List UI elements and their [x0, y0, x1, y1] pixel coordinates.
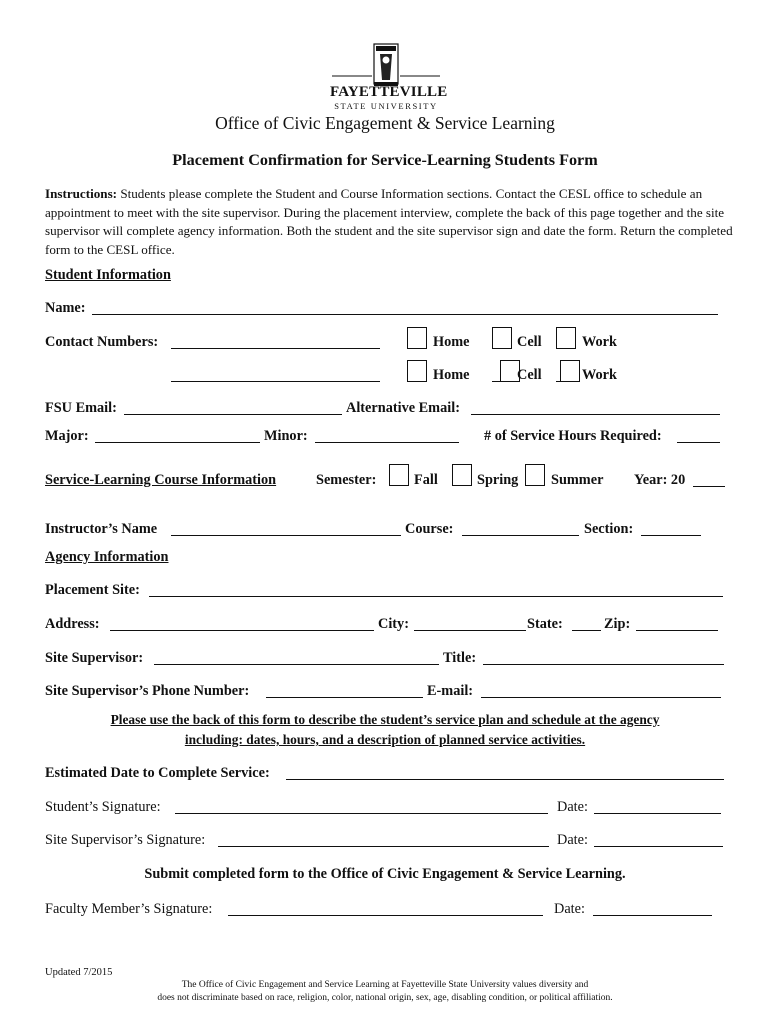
- instructions-line-3: supervisor will complete agency information. Both the student and the site supervisor sign and date the form. Return the completed: [45, 223, 733, 238]
- notice-line-2: including: dates, hours, and a description of planned service activities.: [184, 732, 586, 747]
- state-label: State:: [527, 616, 563, 632]
- faculty-date-label: Date:: [554, 901, 585, 917]
- home-label-1: Home: [433, 334, 470, 350]
- notice-line-1: Please use the back of this form to describe the student’s service plan and schedule at the agency: [110, 712, 660, 727]
- estimated-date-field[interactable]: [286, 779, 724, 780]
- alt-email-field[interactable]: [471, 414, 720, 415]
- contact-number-2-field[interactable]: [171, 381, 380, 382]
- supervisor-email-field[interactable]: [481, 697, 721, 698]
- name-label: Name:: [45, 300, 86, 316]
- name-field[interactable]: [92, 314, 718, 315]
- instructions-line-1: Students please complete the Student and Course Information sections. Contact the CESL office to schedule an: [120, 186, 703, 201]
- supervisor-email-label: E-mail:: [427, 683, 474, 699]
- state-field[interactable]: [572, 630, 601, 631]
- spring-label: Spring: [477, 472, 519, 488]
- alt-email-label: Alternative Email:: [346, 400, 460, 416]
- home-checkbox-2[interactable]: [407, 360, 427, 382]
- semester-label: Semester:: [316, 472, 377, 488]
- year-label: Year: 20: [634, 472, 686, 488]
- placement-site-field[interactable]: [149, 596, 723, 597]
- home-label-2: Home: [433, 367, 470, 383]
- zip-field[interactable]: [636, 630, 718, 631]
- student-signature-field[interactable]: [175, 813, 548, 814]
- work-checkbox-2[interactable]: [560, 360, 580, 382]
- supervisor-phone-label: Site Supervisor’s Phone Number:: [45, 683, 250, 699]
- university-sub: STATE UNIVERSITY: [334, 101, 438, 111]
- office-title: Office of Civic Engagement & Service Learning: [215, 113, 555, 133]
- student-date-label: Date:: [557, 799, 588, 815]
- work-label-2: Work: [582, 367, 617, 383]
- minor-field[interactable]: [315, 442, 459, 443]
- university-seal-icon: [330, 40, 442, 88]
- home-checkbox-1[interactable]: [407, 327, 427, 349]
- faculty-date-field[interactable]: [593, 915, 712, 916]
- service-hours-label: # of Service Hours Required:: [484, 428, 662, 444]
- university-name: FAYETTEVILLE: [330, 84, 448, 100]
- fall-checkbox[interactable]: [389, 464, 409, 486]
- site-supervisor-label: Site Supervisor:: [45, 650, 144, 666]
- fsu-email-field[interactable]: [124, 414, 342, 415]
- supervisor-phone-field[interactable]: [266, 697, 423, 698]
- title-field[interactable]: [483, 664, 724, 665]
- summer-label: Summer: [551, 472, 604, 488]
- updated-date: Updated 7/2015: [45, 967, 113, 978]
- major-label: Major:: [45, 428, 89, 444]
- address-field[interactable]: [110, 630, 374, 631]
- instructions-line-2: appointment to meet with the site supervisor. During the placement interview, complete the back of this page together and the site: [45, 204, 725, 220]
- submit-note: Submit completed form to the Office of Civic Engagement & Service Learning.: [144, 866, 626, 882]
- spring-checkbox[interactable]: [452, 464, 472, 486]
- section-label: Section:: [584, 521, 634, 537]
- summer-checkbox[interactable]: [525, 464, 545, 486]
- footer-line-1: The Office of Civic Engagement and Service Learning at Fayetteville State University values diversity and: [181, 980, 589, 990]
- instructions-line-4: form to the CESL office.: [45, 241, 175, 257]
- university-logo: [330, 40, 448, 112]
- city-field[interactable]: [414, 630, 526, 631]
- student-info-heading: Student Information: [45, 267, 171, 283]
- cell-checkbox-1[interactable]: [492, 327, 512, 349]
- cell-label-2: Cell: [517, 367, 542, 383]
- fsu-email-label: FSU Email:: [45, 400, 117, 416]
- minor-label: Minor:: [264, 428, 308, 444]
- year-field[interactable]: [693, 486, 725, 487]
- city-label: City:: [378, 616, 409, 632]
- course-info-heading: Service-Learning Course Information: [45, 472, 277, 488]
- cell-label-1: Cell: [517, 334, 542, 350]
- instructions: [45, 185, 735, 259]
- supervisor-signature-field[interactable]: [218, 846, 549, 847]
- student-signature-label: Student’s Signature:: [45, 799, 161, 815]
- major-field[interactable]: [95, 442, 260, 443]
- contact-number-1-field[interactable]: [171, 348, 380, 349]
- instructions-label: Instructions:: [45, 186, 118, 201]
- instructor-name-label: Instructor’s Name: [45, 521, 158, 537]
- supervisor-date-label: Date:: [557, 832, 588, 848]
- work-checkbox-1[interactable]: [556, 327, 576, 349]
- agency-info-heading: Agency Information: [45, 549, 169, 565]
- zip-label: Zip:: [604, 616, 631, 632]
- footer-line-2: does not discriminate based on race, religion, color, national origin, sex, age, disabling condition, or political affiliation.: [157, 993, 613, 1003]
- address-label: Address:: [45, 616, 100, 632]
- supervisor-date-field[interactable]: [594, 846, 723, 847]
- service-hours-field[interactable]: [677, 442, 720, 443]
- fall-label: Fall: [414, 472, 438, 488]
- course-label: Course:: [405, 521, 454, 537]
- section-field[interactable]: [641, 535, 701, 536]
- placement-site-label: Placement Site:: [45, 582, 140, 598]
- faculty-signature-label: Faculty Member’s Signature:: [45, 901, 213, 917]
- work-label-1: Work: [582, 334, 617, 350]
- student-date-field[interactable]: [594, 813, 721, 814]
- supervisor-signature-label: Site Supervisor’s Signature:: [45, 832, 206, 848]
- estimated-date-label: Estimated Date to Complete Service:: [45, 765, 270, 781]
- contact-numbers-label: Contact Numbers:: [45, 334, 159, 350]
- title-label: Title:: [443, 650, 477, 666]
- form-title: Placement Confirmation for Service-Learning Students Form: [172, 151, 598, 169]
- instructor-name-field[interactable]: [171, 535, 401, 536]
- site-supervisor-field[interactable]: [154, 664, 439, 665]
- course-field[interactable]: [462, 535, 579, 536]
- faculty-signature-field[interactable]: [228, 915, 543, 916]
